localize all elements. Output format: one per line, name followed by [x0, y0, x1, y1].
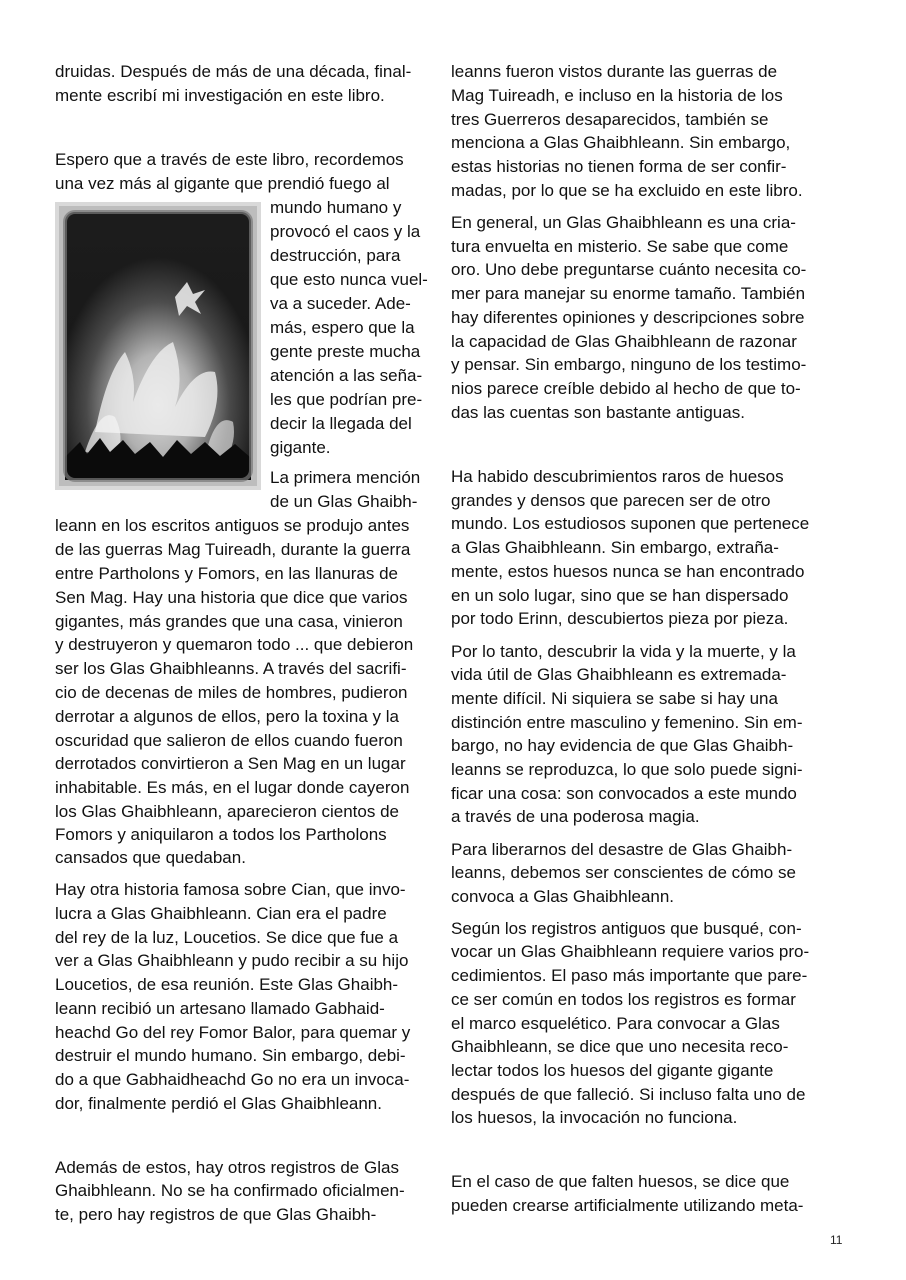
text-line: el marco esquelético. Para convocar a Glas [451, 1014, 780, 1033]
text-line: ser los Glas Ghaibhleanns. A través del sacrifi- [55, 659, 407, 678]
text-line: dor, finalmente perdió el Glas Ghaibhleann. [55, 1094, 382, 1113]
text-line: de las guerras Mag Tuireadh, durante la guerra [55, 540, 411, 559]
text-line: les que podrían pre- [270, 390, 423, 409]
text-line: lucra a Glas Ghaibhleann. Cian era el padre [55, 904, 387, 923]
text-line: derrotar a algunos de ellos, pero la toxina y la [55, 707, 399, 726]
text-line: va a suceder. Ade- [270, 294, 411, 313]
text-line: Mag Tuireadh, e incluso en la historia de los [451, 86, 783, 105]
text-line: y pensar. Sin embargo, ninguno de los testimo- [451, 355, 807, 374]
text-line: la capacidad de Glas Ghaibhleann de razonar [451, 332, 797, 351]
text-line: Por lo tanto, descubrir la vida y la muerte, y la [451, 642, 796, 661]
text-line: madas, por lo que se ha excluido en este libro. [451, 181, 803, 200]
page-number: 11 [830, 1233, 843, 1247]
text-line: leann recibió un artesano llamado Gabhaid- [55, 999, 385, 1018]
text-line: Loucetios, de esa reunión. Este Glas Ghaibh- [55, 975, 399, 994]
text-line: ce ser común en todos los registros es formar [451, 990, 796, 1009]
text-line: leanns, debemos ser conscientes de cómo se [451, 863, 796, 882]
text-line: por todo Erinn, descubiertos pieza por pieza. [451, 609, 789, 628]
text-line: heachd Go del rey Fomor Balor, para quemar y [55, 1023, 411, 1042]
text-line: destruir el mundo humano. Sin embargo, debi- [55, 1046, 406, 1065]
text-line: cedimientos. El paso más importante que pare- [451, 966, 808, 985]
text-line: Fomors y aniquilaron a todos los Partholons [55, 825, 387, 844]
text-line: Además de estos, hay otros registros de Glas [55, 1158, 399, 1177]
text-line: do a que Gabhaidheachd Go no era un invoca- [55, 1070, 410, 1089]
text-line: Sen Mag. Hay una historia que dice que varios [55, 588, 408, 607]
text-line: gigante. [270, 438, 331, 457]
text-line: derrotados convirtieron a Sen Mag en un lugar [55, 754, 406, 773]
text-line: a Glas Ghaibhleann. Sin embargo, extraña- [451, 538, 779, 557]
text-line: inhabitable. Es más, en el lugar donde cayeron [55, 778, 410, 797]
text-line: cansados que quedaban. [55, 848, 246, 867]
text-line: das las cuentas son bastante antiguas. [451, 403, 745, 422]
text-line: Ghaibhleann, se dice que uno necesita reco- [451, 1037, 789, 1056]
text-line: distinción entre masculino y femenino. Sin em- [451, 713, 803, 732]
text-line: Hay otra historia famosa sobre Cian, que invo- [55, 880, 406, 899]
text-line: provocó el caos y la [270, 222, 421, 241]
text-line: En general, un Glas Ghaibhleann es una cria- [451, 213, 796, 232]
text-line: los Glas Ghaibhleann, aparecieron cientos de [55, 802, 399, 821]
text-line: gente preste mucha [270, 342, 421, 361]
text-line: más, espero que la [270, 318, 415, 337]
text-line: a través de una poderosa magia. [451, 807, 700, 826]
text-line: Ghaibhleann. No se ha confirmado oficialmen- [55, 1181, 405, 1200]
text-line: Según los registros antiguos que busqué, con- [451, 919, 802, 938]
text-line: Espero que a través de este libro, recordemos [55, 150, 404, 169]
text-line: pueden crearse artificialmente utilizando meta- [451, 1196, 804, 1215]
text-line: mente difícil. Ni siquiera se sabe si hay una [451, 689, 778, 708]
text-line: de un Glas Ghaibh- [270, 492, 418, 511]
text-line: los huesos, la invocación no funciona. [451, 1108, 738, 1127]
text-line: entre Partholons y Fomors, en las llanuras de [55, 564, 399, 583]
text-line: vocar un Glas Ghaibhleann requiere varios pro- [451, 942, 810, 961]
text-line: bargo, no hay evidencia de que Glas Ghaibh- [451, 736, 794, 755]
text-line: ficar una cosa: son convocados a este mundo [451, 784, 797, 803]
text-line: en un solo lugar, sino que se han dispersado [451, 586, 789, 605]
text-line: convoca a Glas Ghaibhleann. [451, 887, 675, 906]
text-line: decir la llegada del [270, 414, 412, 433]
text-line: nios parece creíble debido al hecho de que to- [451, 379, 801, 398]
text-line: menciona a Glas Ghaibhleann. Sin embargo, [451, 133, 791, 152]
text-line: hay diferentes opiniones y descripciones sobre [451, 308, 805, 327]
text-line: del rey de la luz, Loucetios. Se dice que fue a [55, 928, 399, 947]
text-line: tres Guerreros desaparecidos, también se [451, 110, 769, 129]
text-line: lectar todos los huesos del gigante gigante [451, 1061, 774, 1080]
text-line: Para liberarnos del desastre de Glas Ghaibh- [451, 840, 793, 859]
text-line: leanns se reproduzca, lo que solo puede signi- [451, 760, 803, 779]
text-line: grandes y densos que parecen ser de otro [451, 491, 771, 510]
text-line: mundo. Los estudiosos suponen que pertenece [451, 514, 810, 533]
text-line: mer para manejar su enorme tamaño. También [451, 284, 806, 303]
text-line: mundo humano y [270, 198, 402, 217]
text-line: después de que falleció. Si incluso falta uno de [451, 1085, 806, 1104]
text-line: cio de decenas de miles de hombres, pudieron [55, 683, 408, 702]
text-line: oro. Uno debe preguntarse cuánto necesita co- [451, 260, 807, 279]
text-line: oscuridad que salieron de ellos cuando fueron [55, 731, 403, 750]
text-line: En el caso de que falten huesos, se dice que [451, 1172, 790, 1191]
illustration-figure [55, 202, 261, 490]
text-line: que esto nunca vuel- [270, 270, 428, 289]
text-line: gigantes, más grandes que una casa, vinieron [55, 612, 403, 631]
text-line: leann en los escritos antiguos se produjo antes [55, 516, 410, 535]
text-line: ver a Glas Ghaibhleann y pudo recibir a su hijo [55, 951, 409, 970]
text-line: atención a las seña- [270, 366, 423, 385]
text-line: mente, estos huesos nunca se han encontrado [451, 562, 805, 581]
text-line: una vez más al gigante que prendió fuego al [55, 174, 390, 193]
text-line: te, pero hay registros de que Glas Ghaibh- [55, 1205, 377, 1224]
text-line: druidas. Después de más de una década, final- [55, 62, 412, 81]
text-line: Ha habido descubrimientos raros de huesos [451, 467, 784, 486]
text-line: mente escribí mi investigación en este libro. [55, 86, 385, 105]
text-line: destrucción, para [270, 246, 401, 265]
burning-landscape-illustration [55, 202, 261, 490]
text-line: estas historias no tienen forma de ser confir- [451, 157, 787, 176]
text-line: leanns fueron vistos durante las guerras de [451, 62, 778, 81]
text-line: La primera mención [270, 468, 421, 487]
text-line: tura envuelta en misterio. Se sabe que come [451, 237, 789, 256]
text-line: vida útil de Glas Ghaibhleann es extremada- [451, 665, 787, 684]
text-line: y destruyeron y quemaron todo ... que debieron [55, 635, 414, 654]
